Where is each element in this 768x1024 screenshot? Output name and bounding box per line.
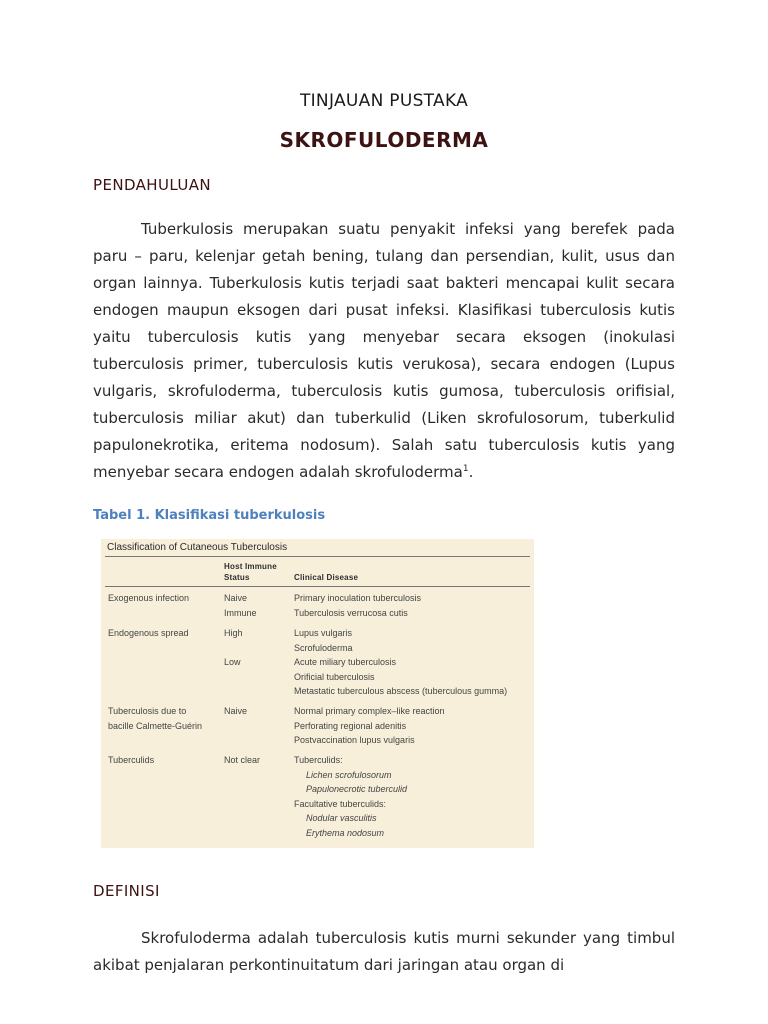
paragraph-definisi-text: Skrofuloderma adalah tuberculosis kutis murni sekunder yang timbul akibat penjalaran perkontinuitatum dari jaringan atau organ di xyxy=(93,929,675,974)
paragraph-end-punctuation: . xyxy=(468,463,474,481)
table-title: Classification of Cutaneous Tuberculosis xyxy=(107,542,288,553)
header-status: Status xyxy=(224,573,250,582)
table-top-rule xyxy=(105,556,530,557)
header-host-immune: Host Immune xyxy=(224,562,277,571)
table-row-category: Endogenous spread xyxy=(108,628,189,638)
table-row-status: High Low xyxy=(224,628,243,667)
paragraph-pendahuluan xyxy=(93,216,675,486)
paragraph-pendahuluan-text: Tuberkulosis merupakan suatu penyakit infeksi yang berefek pada paru – paru, kelenjar getah bening, tulang dan persendian, kulit, usus dan organ lainnya. Tuberkulosis kutis terjadi saat bakteri mencapai kulit secara endogen maupun eksogen dari pusat infeksi. Klasifikasi tuberculosis kutis yaitu tuberculosis kutis yang menyebar secara eksogen (inokulasi tuberculosis primer, tuberculosis kutis verukosa), secara endogen (Lupus vulgaris, skrofuloderma, tuberculosis kutis gumosa, tuberculosis orifisial, tuberculosis miliar akut) dan tuberkulid (Liken skrofulosorum, tuberkulid papulonekrotika, eritema nodosum). Salah satu tuberculosis kutis yang menyebar secara endogen adalah skrofuloderma xyxy=(93,220,675,481)
table-row-status: Not clear xyxy=(224,755,261,765)
section-heading-pendahuluan: PENDAHULUAN xyxy=(93,176,212,194)
table-caption: Tabel 1. Klasifikasi tuberkulosis xyxy=(93,508,326,523)
table-row-disease: Normal primary complex–like reaction Perforating regional adenitis Postvaccination lupus vulgaris xyxy=(294,706,445,745)
section-heading-definisi: DEFINISI xyxy=(93,882,160,900)
table-row-category: Tuberculids xyxy=(108,755,155,765)
table-header-rule xyxy=(105,586,530,587)
table-row-status: Naive xyxy=(224,706,248,716)
footnote-reference: 1 xyxy=(462,464,469,474)
table-row-disease: Tuberculids: Lichen scrofulosorum Papulonecrotic tuberculid Facultative tuberculids: Nodular vasculitis Erythema nodosum xyxy=(294,755,408,838)
table-row-category: Tuberculosis due to bacille Calmette-Guérin xyxy=(108,706,203,731)
document-title: TINJAUAN PUSTAKA xyxy=(299,91,469,111)
table-row-category: Exogenous infection xyxy=(108,593,190,603)
paragraph-definisi xyxy=(93,925,675,979)
table-row-disease: Lupus vulgaris Scrofuloderma Acute miliary tuberculosis Orificial tuberculosis Metastatic tuberculous abscess (tuberculous gumma) xyxy=(294,628,508,696)
table-row-disease: Primary inoculation tuberculosis Tuberculosis verrucosa cutis xyxy=(294,593,422,618)
header-clinical-disease: Clinical Disease xyxy=(294,573,359,582)
document-subtitle: SKROFULODERMA xyxy=(279,128,489,152)
table-row-status: Naive Immune xyxy=(224,593,257,618)
classification-table-image xyxy=(101,539,534,848)
